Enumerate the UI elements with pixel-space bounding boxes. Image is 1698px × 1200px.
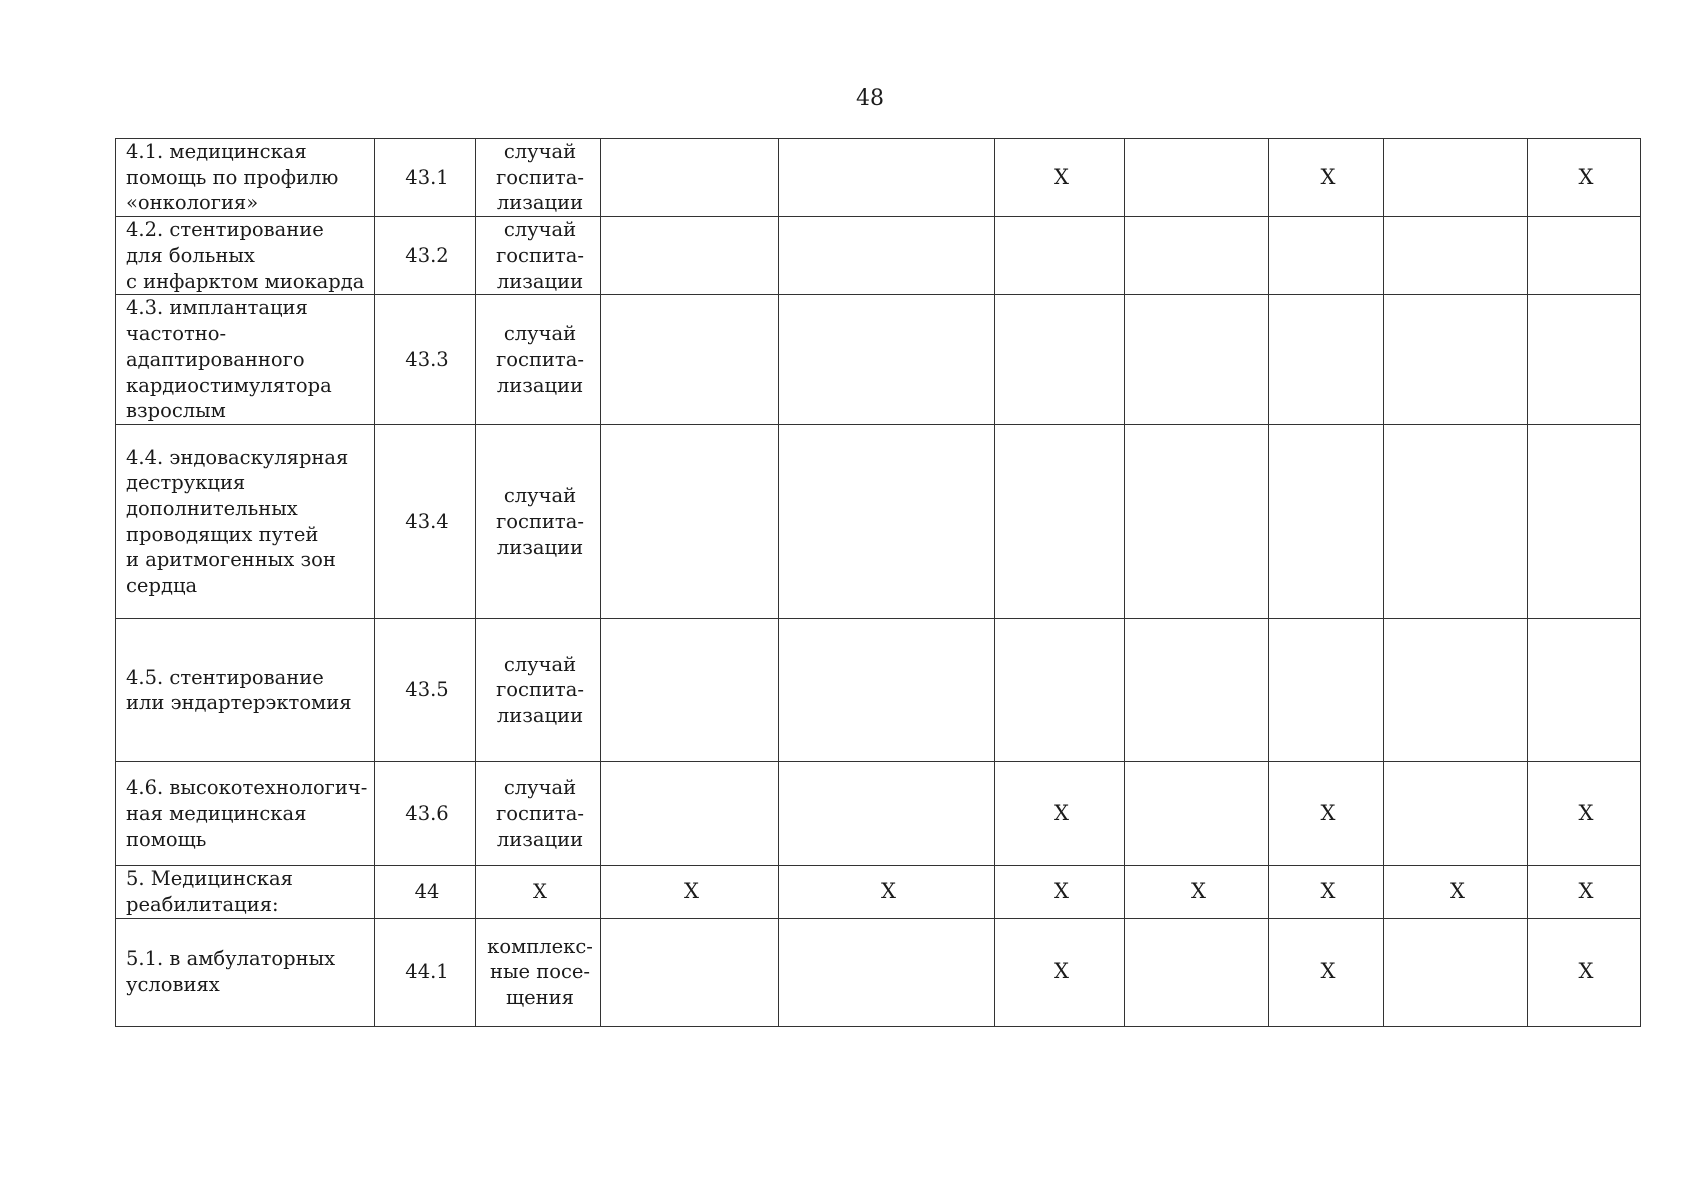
table-row	[116, 866, 1641, 918]
indicator-name-line: 4.4. эндоваскулярная	[126, 445, 349, 469]
indicator-name-line: 4.2. стентирование	[126, 218, 324, 242]
indicator-name-line: или эндартерэктомия	[126, 691, 352, 715]
value-cell	[995, 619, 1125, 762]
unit-cell	[476, 762, 601, 866]
unit-line: случай	[503, 140, 577, 163]
value-cell	[1269, 619, 1384, 762]
unit-line: госпита-	[496, 801, 584, 825]
indicator-table	[115, 138, 1641, 1027]
value-cell: X	[1528, 762, 1641, 866]
value-cell	[1384, 619, 1528, 762]
unit-cell	[476, 918, 601, 1026]
unit-cell	[476, 217, 601, 295]
value-cell: X	[1269, 762, 1384, 866]
table-row	[116, 295, 1641, 425]
value-cell: X	[1269, 139, 1384, 217]
unit-cell	[476, 139, 601, 217]
indicator-name-line: частотно-	[126, 322, 227, 346]
unit-cell	[476, 295, 601, 425]
unit-line: лизации	[496, 827, 584, 851]
indicator-name-cell	[116, 425, 375, 619]
indicator-name-line: кардиостимулятора	[126, 373, 332, 397]
indicator-name-cell	[116, 139, 375, 217]
value-cell	[1384, 425, 1528, 619]
table-body	[116, 139, 1641, 1027]
unit-line: госпита-	[496, 509, 584, 533]
indicator-name-line: 4.5. стентирование	[126, 665, 324, 689]
value-cell: X	[1125, 866, 1269, 918]
value-cell	[1528, 619, 1641, 762]
row-code-cell: 43.1	[375, 139, 476, 217]
page-number: 48	[856, 86, 884, 111]
indicator-name-cell	[116, 217, 375, 295]
unit-line: случай	[503, 218, 577, 242]
indicator-name-cell	[116, 619, 375, 762]
row-code-cell: 43.5	[375, 619, 476, 762]
value-cell	[1125, 762, 1269, 866]
indicator-name-line: 4.3. имплантация	[126, 296, 308, 320]
unit-line: случай	[503, 776, 577, 800]
row-code-cell: 44	[375, 866, 476, 918]
value-cell	[1125, 295, 1269, 425]
value-cell	[1384, 762, 1528, 866]
indicator-name-line: 4.6. высокотехнологич-	[126, 776, 368, 800]
indicator-name-line: ная медицинская	[126, 801, 307, 825]
value-cell	[601, 762, 779, 866]
value-cell: X	[1528, 866, 1641, 918]
value-cell	[1384, 295, 1528, 425]
value-cell	[779, 619, 995, 762]
value-cell	[779, 217, 995, 295]
row-code-cell: 44.1	[375, 918, 476, 1026]
indicator-name-line: помощь по профилю	[126, 165, 339, 189]
value-cell	[779, 139, 995, 217]
unit-line: лизации	[496, 269, 584, 293]
unit-line: случай	[503, 652, 577, 676]
value-cell	[1125, 425, 1269, 619]
unit-line: лизации	[496, 535, 584, 559]
table-row	[116, 619, 1641, 762]
value-cell	[601, 217, 779, 295]
value-cell	[995, 217, 1125, 295]
indicator-name-line: проводящих путей	[126, 522, 319, 546]
indicator-name-cell	[116, 762, 375, 866]
unit-line: госпита-	[496, 243, 584, 267]
value-cell: X	[601, 866, 779, 918]
table-row	[116, 217, 1641, 295]
value-cell	[1384, 217, 1528, 295]
unit-line: случай	[503, 484, 577, 508]
value-cell: X	[995, 918, 1125, 1026]
value-cell: X	[995, 866, 1125, 918]
indicator-name-line: 5.1. в амбулаторных	[126, 947, 336, 971]
value-cell	[1528, 295, 1641, 425]
unit-cell	[476, 866, 601, 918]
unit-line: госпита-	[496, 165, 584, 189]
indicator-name-line: сердца	[126, 574, 198, 598]
indicator-name-cell	[116, 295, 375, 425]
unit-line: госпита-	[496, 347, 584, 371]
unit-line: лизации	[496, 191, 584, 215]
indicator-name-line: и аритмогенных зон	[126, 548, 336, 572]
value-cell	[1269, 217, 1384, 295]
indicator-name-line: для больных	[126, 243, 255, 267]
value-cell	[1269, 295, 1384, 425]
unit-line: X	[533, 880, 547, 904]
value-cell	[779, 295, 995, 425]
unit-line: комплекс-	[487, 934, 593, 958]
value-cell	[601, 295, 779, 425]
indicator-name-line: адаптированного	[126, 347, 305, 371]
value-cell	[1384, 918, 1528, 1026]
value-cell: X	[1269, 866, 1384, 918]
value-cell: X	[995, 139, 1125, 217]
value-cell: X	[995, 762, 1125, 866]
value-cell	[1125, 139, 1269, 217]
value-cell	[995, 425, 1125, 619]
value-cell	[601, 425, 779, 619]
unit-line: лизации	[496, 373, 584, 397]
value-cell	[779, 918, 995, 1026]
indicator-name-line: «онкология»	[126, 191, 259, 215]
indicator-name-line: реабилитация:	[126, 892, 279, 916]
unit-line: лизации	[496, 704, 584, 728]
value-cell: X	[1384, 866, 1528, 918]
unit-line: ные посе-	[489, 960, 591, 984]
value-cell	[601, 139, 779, 217]
indicator-name-line: дополнительных	[126, 497, 298, 521]
value-cell	[1384, 139, 1528, 217]
value-cell	[995, 295, 1125, 425]
value-cell: X	[779, 866, 995, 918]
unit-line: госпита-	[496, 678, 584, 702]
table-row	[116, 918, 1641, 1026]
indicator-name-line: 4.1. медицинская	[126, 140, 307, 163]
unit-cell	[476, 619, 601, 762]
table-row	[116, 139, 1641, 217]
unit-line: щения	[506, 985, 574, 1009]
value-cell	[779, 762, 995, 866]
indicator-name-line: взрослым	[126, 399, 226, 423]
indicator-name-line: с инфарктом миокарда	[126, 269, 365, 293]
value-cell	[779, 425, 995, 619]
indicator-name-line: деструкция	[126, 471, 246, 495]
row-code-cell: 43.6	[375, 762, 476, 866]
value-cell	[1269, 425, 1384, 619]
value-cell	[1125, 918, 1269, 1026]
value-cell	[601, 918, 779, 1026]
indicator-name-line: помощь	[126, 827, 207, 851]
row-code-cell: 43.2	[375, 217, 476, 295]
indicator-name-cell	[116, 918, 375, 1026]
value-cell: X	[1269, 918, 1384, 1026]
value-cell: X	[1528, 918, 1641, 1026]
indicator-name-cell	[116, 866, 375, 918]
value-cell	[1125, 217, 1269, 295]
table-row	[116, 762, 1641, 866]
indicator-name-line: условиях	[126, 973, 220, 997]
value-cell	[601, 619, 779, 762]
unit-cell	[476, 425, 601, 619]
row-code-cell: 43.4	[375, 425, 476, 619]
value-cell: X	[1528, 139, 1641, 217]
value-cell	[1125, 619, 1269, 762]
indicator-name-line: 5. Медицинская	[126, 867, 293, 891]
unit-line: случай	[503, 322, 577, 346]
table-row	[116, 425, 1641, 619]
row-code-cell: 43.3	[375, 295, 476, 425]
value-cell	[1528, 217, 1641, 295]
value-cell	[1528, 425, 1641, 619]
